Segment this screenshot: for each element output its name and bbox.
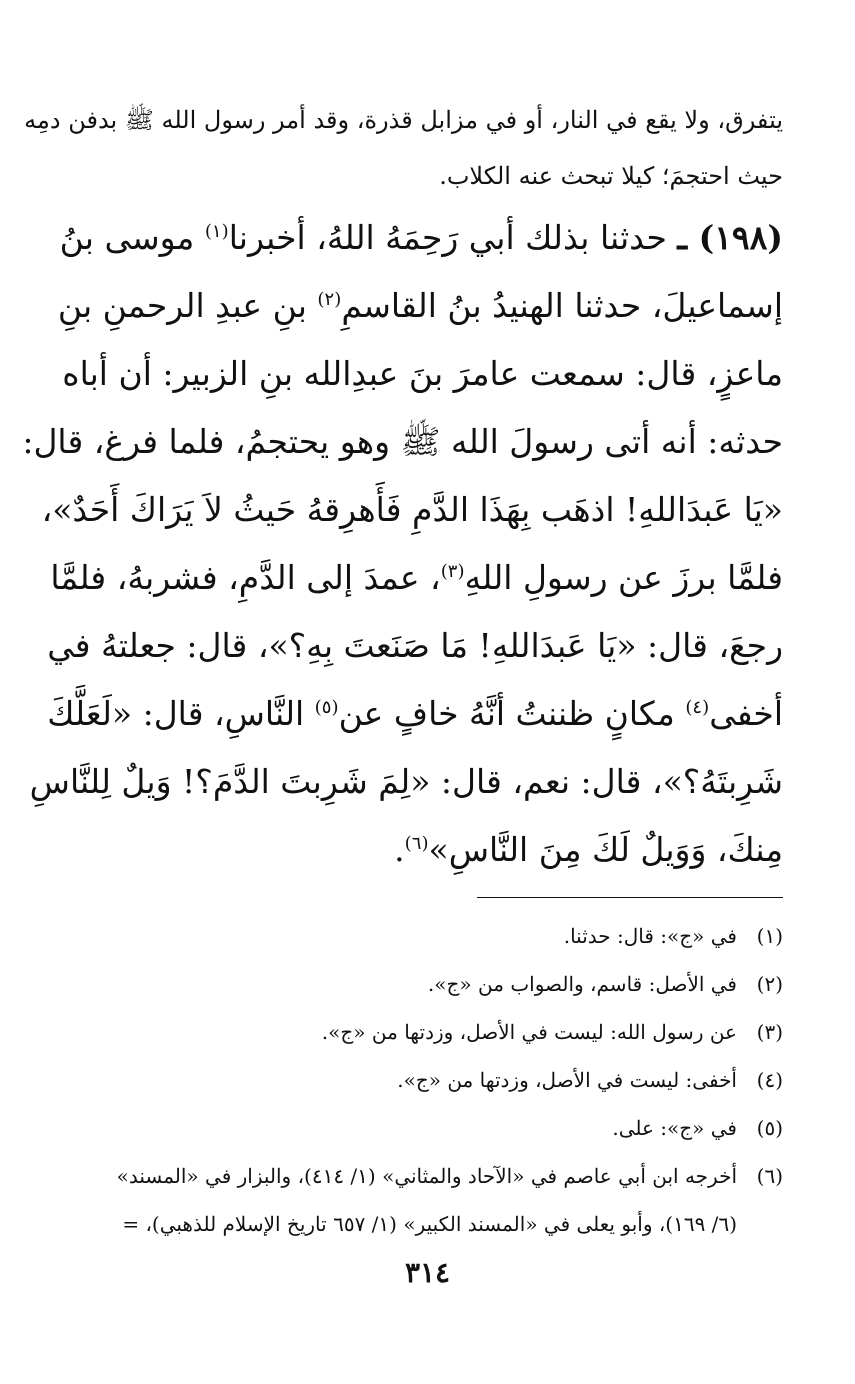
footnote-mark: (٤)	[756, 1068, 783, 1092]
hadith-text: موسى بنُ	[59, 218, 205, 257]
footnote-mark: (١)	[756, 924, 783, 948]
hadith-line: «يَا عَبدَاللهِ! اذهَب بِهَذَا الدَّمِ فَأَهرِقهُ حَيثُ لاَ يَرَاكَ أَحَدٌ»،	[41, 490, 783, 529]
footnote-ref: (٦)	[404, 833, 429, 854]
continuation-paragraph	[24, 92, 783, 204]
footnote-ref: (٥)	[314, 697, 339, 718]
footnote-text: أخفى: ليست في الأصل، وزدتها من «ج».	[397, 1068, 737, 1092]
hadith-text: ، عمدَ إلى الدَّمِ، فشربهُ، فلمَّا	[50, 558, 441, 597]
footnote-ref: (١)	[204, 221, 229, 242]
hadith-text: بنِ عبدِ الرحمنِ بنِ	[57, 286, 318, 325]
footnote-ref: (٤)	[685, 697, 710, 718]
footnote-text: في الأصل: قاسم، والصواب من «ج».	[427, 972, 737, 996]
hadith-paragraph	[22, 204, 783, 884]
hadith-text: مكانٍ ظننتُ أنَّهُ خافٍ عن	[338, 694, 686, 733]
footnote-item	[80, 1152, 783, 1200]
hadith-text: .	[394, 830, 405, 869]
continuation-line: يتفرق، ولا يقع في النار، أو في مزابل قذرة، وقد أمر رسول الله ﷺ بدفن دمِه	[24, 106, 783, 134]
footnote-divider	[477, 897, 783, 898]
hadith-text: أخفى	[709, 694, 783, 733]
hadith-text: إسماعيلَ، حدثنا الهنيدُ بنُ القاسمِ	[341, 286, 783, 325]
hadith-text: حدثنا بذلك أبي رَحِمَهُ اللهُ، أخبرنا	[228, 218, 667, 257]
footnote-item	[80, 1104, 783, 1152]
footnote-mark: (٦)	[756, 1164, 783, 1188]
footnote-mark: (٢)	[756, 972, 783, 996]
hadith-line: رجعَ، قال: «يَا عَبدَاللهِ! مَا صَنَعتَ بِهِ؟»، قال: جعلتهُ في	[47, 626, 783, 665]
footnote-item	[80, 1056, 783, 1104]
hadith-line	[100, 816, 783, 884]
hadith-line	[59, 204, 783, 272]
hadith-text: مِنكَ، وَوَيلٌ لَكَ مِنَ النَّاسِ»	[428, 830, 783, 869]
hadith-line	[57, 272, 783, 340]
hadith-text: النَّاسِ، قال: «لَعَلَّكَ	[47, 694, 315, 733]
footnote-item	[80, 960, 783, 1008]
hadith-text: فلمَّا برزَ عن رسولِ اللهِ	[464, 558, 783, 597]
hadith-line: ماعزٍ، قال: سمعت عامرَ بنَ عبدِالله بنِ الزبير: أن أباه	[62, 354, 783, 393]
footnote-mark: (٥)	[756, 1116, 783, 1140]
footnote-ref: (٣)	[440, 561, 465, 582]
hadith-line: شَرِبتَهُ؟»، قال: نعم، قال: «لِمَ شَرِبتَ الدَّمَ؟! وَيلٌ لِلنَّاسِ	[29, 762, 783, 801]
footnote-mark: (٣)	[756, 1020, 783, 1044]
hadith-line: حدثه: أنه أتى رسولَ الله ﷺ وهو يحتجمُ، فلما فرغ، قال:	[22, 422, 783, 461]
footnote-ref: (٢)	[317, 289, 342, 310]
page-number: ٣١٤	[404, 1256, 451, 1289]
hadith-line	[47, 680, 783, 748]
footnote-text: عن رسول الله: ليست في الأصل، وزدتها من «ج».	[321, 1020, 737, 1044]
footnote-text: في «ج»: قال: حدثنا.	[563, 924, 737, 948]
continuation-line: حيث احتجمَ؛ كيلا تبحث عنه الكلاب.	[439, 162, 783, 190]
hadith-line	[50, 544, 783, 612]
footnotes	[80, 912, 783, 1248]
footnote-item	[80, 912, 783, 960]
footnote-text: أخرجه ابن أبي عاصم في «الآحاد والمثاني» (١/ ٤١٤)، والبزار في «المسند»	[116, 1164, 737, 1188]
footnote-item	[80, 1008, 783, 1056]
footnote-text: في «ج»: على.	[612, 1116, 737, 1140]
hadith-number: (١٩٨) ـ	[677, 218, 783, 257]
footnote-continuation: (٦/ ١٦٩)، وأبو يعلى في «المسند الكبير» (١/ ٦٥٧ تاريخ الإسلام للذهبي)، =	[122, 1212, 737, 1236]
